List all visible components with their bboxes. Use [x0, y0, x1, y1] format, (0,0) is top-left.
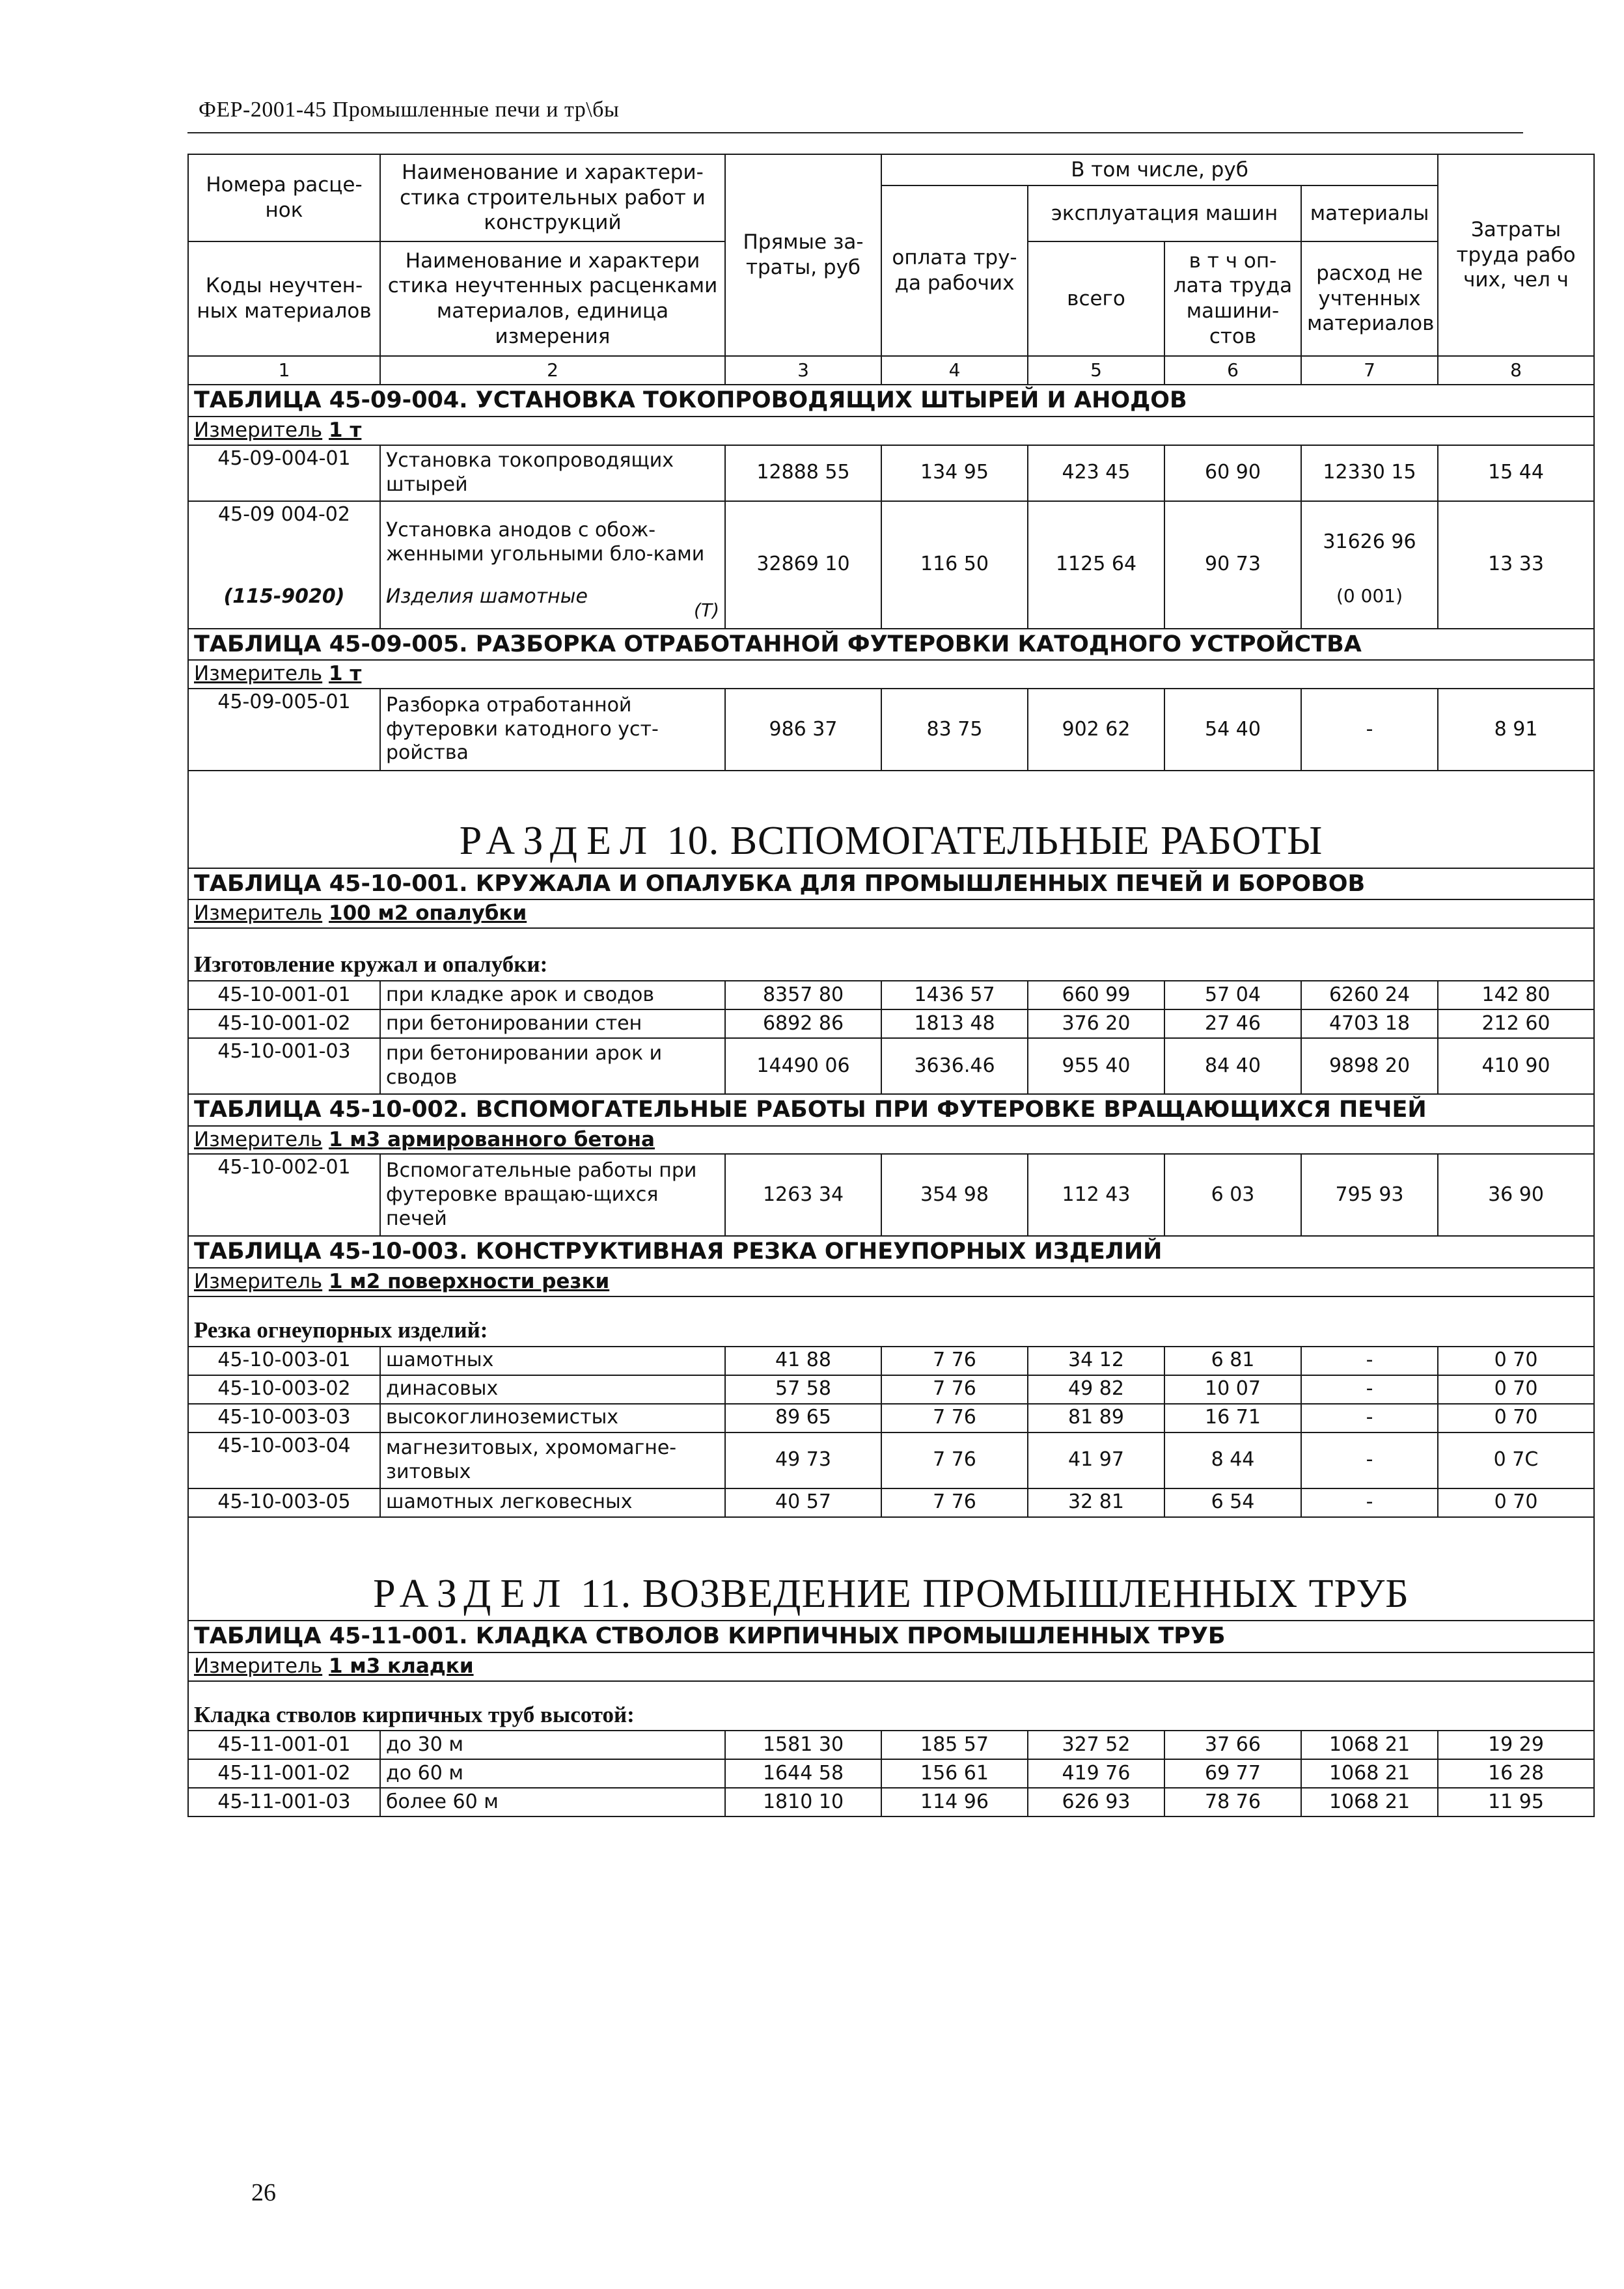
materials: -	[1301, 1404, 1438, 1432]
labor-costs: 142 80	[1438, 981, 1594, 1009]
table-title: ТАБЛИЦА 45-10-003. КОНСТРУКТИВНАЯ РЕЗКА ОГНЕУПОРНЫХ ИЗДЕЛИЙ	[188, 1236, 1594, 1268]
rate-code: 45-10-001-02	[188, 1009, 380, 1038]
labor-costs: 16 28	[1438, 1759, 1594, 1788]
meter-row	[188, 417, 1594, 445]
materials: 795 93	[1301, 1154, 1438, 1236]
worker-pay: 1436 57	[881, 981, 1028, 1009]
subheading: Изготовление кружал и опалубки:	[188, 928, 1594, 981]
rate-code: 45-10-003-05	[188, 1488, 380, 1517]
machines-total: 902 62	[1028, 689, 1164, 771]
direct-costs: 89 65	[725, 1404, 881, 1432]
table-title: ТАБЛИЦА 45-10-002. ВСПОМОГАТЕЛЬНЫЕ РАБОТЫ ПРИ ФУТЕРОВКЕ ВРАЩАЮЩИХСЯ ПЕЧЕЙ	[188, 1094, 1594, 1126]
subheading-row	[188, 1296, 1594, 1347]
materials: -	[1301, 1347, 1438, 1375]
worker-pay: 116 50	[881, 501, 1028, 629]
rate-code: 45-10-003-04	[188, 1432, 380, 1488]
material-unit: (Т)	[694, 599, 719, 621]
header-material-consumption: расход не учтенных материалов	[1301, 241, 1438, 356]
work-name: при бетонировании стен	[380, 1009, 725, 1038]
materials: 1068 21	[1301, 1731, 1438, 1759]
column-number: 1	[188, 356, 380, 385]
meter-label: Измеритель	[194, 901, 323, 925]
machines-total: 1125 64	[1028, 501, 1164, 629]
labor-costs: 36 90	[1438, 1154, 1594, 1236]
meter-row	[188, 1126, 1594, 1155]
materials: -	[1301, 1375, 1438, 1404]
subheading-row	[188, 1681, 1594, 1731]
meter-value: 1 т	[329, 418, 362, 442]
worker-pay: 114 96	[881, 1788, 1028, 1816]
column-number: 7	[1301, 356, 1438, 385]
table-title-row	[188, 1094, 1594, 1126]
machines-total: 327 52	[1028, 1731, 1164, 1759]
labor-costs: 0 70	[1438, 1375, 1594, 1404]
table-row	[188, 1404, 1594, 1432]
work-name: Установка токопроводящих штырей	[380, 445, 725, 501]
materials: -	[1301, 1488, 1438, 1517]
machines-total: 955 40	[1028, 1038, 1164, 1094]
rate-code: 45-09-004-01	[188, 445, 380, 501]
direct-costs: 6892 86	[725, 1009, 881, 1038]
meter-value: 100 м2 опалубки	[329, 901, 527, 925]
work-name: до 60 м	[380, 1759, 725, 1788]
machinist-pay: 10 07	[1164, 1375, 1301, 1404]
machinist-pay: 84 40	[1164, 1038, 1301, 1094]
worker-pay: 1813 48	[881, 1009, 1028, 1038]
meter-value: 1 м3 армированного бетона	[329, 1127, 655, 1151]
rate-code: 45-11-001-01	[188, 1731, 380, 1759]
table-row	[188, 1154, 1594, 1236]
column-number: 3	[725, 356, 881, 385]
direct-costs: 1644 58	[725, 1759, 881, 1788]
table-row	[188, 1009, 1594, 1038]
direct-costs: 41 88	[725, 1347, 881, 1375]
header-worker-pay: оплата тру-да рабочих	[881, 185, 1028, 356]
direct-costs: 49 73	[725, 1432, 881, 1488]
rate-code: 45-09-005-01	[188, 689, 380, 771]
meter-value: 1 м2 поверхности резки	[329, 1270, 610, 1293]
table-row	[188, 1375, 1594, 1404]
subheading-row	[188, 928, 1594, 981]
rate-code: 45-10-003-01	[188, 1347, 380, 1375]
meter-label: Измеритель	[194, 418, 323, 442]
meter-label: Измеритель	[194, 662, 323, 686]
machinist-pay: 54 40	[1164, 689, 1301, 771]
machines-total: 49 82	[1028, 1375, 1164, 1404]
column-numbers-row	[188, 356, 1594, 385]
direct-costs: 12888 55	[725, 445, 881, 501]
materials: -	[1301, 689, 1438, 771]
machinist-pay: 69 77	[1164, 1759, 1301, 1788]
worker-pay: 3636.46	[881, 1038, 1028, 1094]
labor-costs: 8 91	[1438, 689, 1594, 771]
worker-pay: 7 76	[881, 1404, 1028, 1432]
column-number: 5	[1028, 356, 1164, 385]
machinist-pay: 6 54	[1164, 1488, 1301, 1517]
direct-costs: 8357 80	[725, 981, 881, 1009]
machines-total: 32 81	[1028, 1488, 1164, 1517]
table-row	[188, 1347, 1594, 1375]
material-name: Изделия шамотные	[386, 584, 588, 608]
materials: 31626 96	[1301, 501, 1438, 584]
table-row	[188, 689, 1594, 771]
header-material-name: Наименование и характери стика неучтенных расценками материалов, единица измерения	[380, 241, 725, 356]
header-materials: материалы	[1301, 185, 1438, 241]
worker-pay: 134 95	[881, 445, 1028, 501]
machines-total: 81 89	[1028, 1404, 1164, 1432]
worker-pay: 354 98	[881, 1154, 1028, 1236]
table-row	[188, 1788, 1594, 1816]
machinist-pay: 6 03	[1164, 1154, 1301, 1236]
labor-costs: 410 90	[1438, 1038, 1594, 1094]
header-including: В том числе, руб	[881, 154, 1438, 185]
page-number: 26	[251, 2179, 276, 2206]
worker-pay: 156 61	[881, 1759, 1028, 1788]
section-title: 11. ВОЗВЕДЕНИЕ ПРОМЫШЛЕННЫХ ТРУБ	[581, 1571, 1409, 1616]
rate-code: 45-09 004-02	[188, 501, 380, 584]
labor-costs: 0 7C	[1438, 1432, 1594, 1488]
labor-costs: 19 29	[1438, 1731, 1594, 1759]
header-work-name: Наименование и характери-стика строительных работ и конструкций	[380, 154, 725, 241]
header-material-codes: Коды неучтен-ных материалов	[188, 241, 380, 356]
column-number: 2	[380, 356, 725, 385]
header-row-1	[188, 154, 1594, 185]
machines-total: 626 93	[1028, 1788, 1164, 1816]
machinist-pay: 37 66	[1164, 1731, 1301, 1759]
column-number: 4	[881, 356, 1028, 385]
work-name: шамотных легковесных	[380, 1488, 725, 1517]
header-direct-costs: Прямые за-траты, руб	[725, 154, 881, 356]
rate-code: 45-11-001-03	[188, 1788, 380, 1816]
section-word: РАЗДЕЛ	[459, 819, 657, 863]
table-title-row	[188, 385, 1594, 417]
meter-value: 1 т	[329, 662, 362, 686]
materials: 6260 24	[1301, 981, 1438, 1009]
work-name: магнезитовых, хромомагне-зитовых	[380, 1432, 725, 1488]
rate-code: 45-10-003-02	[188, 1375, 380, 1404]
machines-total: 34 12	[1028, 1347, 1164, 1375]
machinist-pay: 16 71	[1164, 1404, 1301, 1432]
materials: -	[1301, 1432, 1438, 1488]
work-name: при кладке арок и сводов	[380, 981, 725, 1009]
table-title: ТАБЛИЦА 45-09-004. УСТАНОВКА ТОКОПРОВОДЯЩИХ ШТЫРЕЙ И АНОДОВ	[188, 385, 1594, 417]
work-name: более 60 м	[380, 1788, 725, 1816]
materials: 1068 21	[1301, 1788, 1438, 1816]
direct-costs: 1810 10	[725, 1788, 881, 1816]
direct-costs: 57 58	[725, 1375, 881, 1404]
meter-row	[188, 660, 1594, 689]
meter-row	[188, 1268, 1594, 1296]
direct-costs: 32869 10	[725, 501, 881, 629]
header-rule	[187, 132, 1523, 133]
labor-costs: 212 60	[1438, 1009, 1594, 1038]
machinist-pay: 57 04	[1164, 981, 1301, 1009]
table-title-row	[188, 868, 1594, 900]
table-row	[188, 445, 1594, 501]
section-heading-row	[188, 771, 1594, 868]
table-title: ТАБЛИЦА 45-11-001. КЛАДКА СТВОЛОВ КИРПИЧНЫХ ПРОМЫШЛЕННЫХ ТРУБ	[188, 1621, 1594, 1652]
work-name: высокоглиноземистых	[380, 1404, 725, 1432]
header-machines: эксплуатация машин	[1028, 185, 1301, 241]
table-title: ТАБЛИЦА 45-10-001. КРУЖАЛА И ОПАЛУБКА ДЛЯ ПРОМЫШЛЕННЫХ ПЕЧЕЙ И БОРОВОВ	[188, 868, 1594, 900]
machinist-pay: 6 81	[1164, 1347, 1301, 1375]
meter-value: 1 м3 кладки	[329, 1654, 474, 1678]
machinist-pay: 90 73	[1164, 501, 1301, 629]
worker-pay: 7 76	[881, 1432, 1028, 1488]
direct-costs: 14490 06	[725, 1038, 881, 1094]
machinist-pay: 78 76	[1164, 1788, 1301, 1816]
machines-total: 660 99	[1028, 981, 1164, 1009]
direct-costs: 1263 34	[725, 1154, 881, 1236]
machines-total: 419 76	[1028, 1759, 1164, 1788]
direct-costs: 1581 30	[725, 1731, 881, 1759]
section-title: 10. ВСПОМОГАТЕЛЬНЫЕ РАБОТЫ	[667, 819, 1323, 863]
section-word: РАЗДЕЛ	[373, 1571, 570, 1616]
column-number: 8	[1438, 356, 1594, 385]
header-rate-numbers: Номера расце-нок	[188, 154, 380, 241]
labor-costs: 0 70	[1438, 1347, 1594, 1375]
materials: 12330 15	[1301, 445, 1438, 501]
worker-pay: 7 76	[881, 1375, 1028, 1404]
rate-code: 45-11-001-02	[188, 1759, 380, 1788]
machinist-pay: 60 90	[1164, 445, 1301, 501]
materials: 9898 20	[1301, 1038, 1438, 1094]
materials: 4703 18	[1301, 1009, 1438, 1038]
table-row	[188, 1038, 1594, 1094]
subheading: Резка огнеупорных изделий:	[188, 1296, 1594, 1347]
work-name: до 30 м	[380, 1731, 725, 1759]
table-title-row	[188, 1621, 1594, 1652]
header-labor-costs: Затраты труда рабо чих, чел ч	[1438, 154, 1594, 356]
column-number: 6	[1164, 356, 1301, 385]
labor-costs: 11 95	[1438, 1788, 1594, 1816]
table-row	[188, 1432, 1594, 1488]
header-machines-total: всего	[1028, 241, 1164, 356]
labor-costs: 0 70	[1438, 1488, 1594, 1517]
work-name: Вспомогательные работы при футеровке вращаю-щихся печей	[380, 1154, 725, 1236]
work-name: Установка анодов с обож-женными угольными бло-ками	[380, 501, 725, 584]
rate-code: 45-10-001-01	[188, 981, 380, 1009]
labor-costs: 13 33	[1438, 501, 1594, 629]
meter-label: Измеритель	[194, 1127, 323, 1151]
work-name: при бетонировании арок и сводов	[380, 1038, 725, 1094]
table-row	[188, 981, 1594, 1009]
table-title-row	[188, 1236, 1594, 1268]
table-row	[188, 1731, 1594, 1759]
subheading: Кладка стволов кирпичных труб высотой:	[188, 1681, 1594, 1731]
table-row	[188, 1759, 1594, 1788]
material-code: (115-9020)	[188, 584, 380, 629]
table-title-row	[188, 629, 1594, 661]
running-head: ФЕР-2001-45 Промышленные печи и тр\бы	[199, 98, 620, 122]
work-name: шамотных	[380, 1347, 725, 1375]
worker-pay: 83 75	[881, 689, 1028, 771]
table-row	[188, 501, 1594, 584]
labor-costs: 0 70	[1438, 1404, 1594, 1432]
rates-table	[187, 154, 1595, 1817]
work-name: динасовых	[380, 1375, 725, 1404]
header-machinist-pay: в т ч оп-лата труда машини-стов	[1164, 241, 1301, 356]
rate-code: 45-10-001-03	[188, 1038, 380, 1094]
machines-total: 376 20	[1028, 1009, 1164, 1038]
material-consumption: (0 001)	[1301, 584, 1438, 629]
meter-label: Измеритель	[194, 1654, 323, 1678]
machinist-pay: 8 44	[1164, 1432, 1301, 1488]
work-name: Разборка отработанной футеровки катодного уст-ройства	[380, 689, 725, 771]
materials: 1068 21	[1301, 1759, 1438, 1788]
worker-pay: 7 76	[881, 1347, 1028, 1375]
worker-pay: 7 76	[881, 1488, 1028, 1517]
table-title: ТАБЛИЦА 45-09-005. РАЗБОРКА ОТРАБОТАННОЙ ФУТЕРОВКИ КАТОДНОГО УСТРОЙСТВА	[188, 629, 1594, 661]
worker-pay: 185 57	[881, 1731, 1028, 1759]
direct-costs: 40 57	[725, 1488, 881, 1517]
rate-code: 45-10-002-01	[188, 1154, 380, 1236]
meter-row	[188, 1652, 1594, 1681]
machines-total: 423 45	[1028, 445, 1164, 501]
labor-costs: 15 44	[1438, 445, 1594, 501]
rate-code: 45-10-003-03	[188, 1404, 380, 1432]
machines-total: 112 43	[1028, 1154, 1164, 1236]
meter-row	[188, 899, 1594, 928]
machines-total: 41 97	[1028, 1432, 1164, 1488]
meter-label: Измеритель	[194, 1270, 323, 1293]
direct-costs: 986 37	[725, 689, 881, 771]
table-row	[188, 1488, 1594, 1517]
machinist-pay: 27 46	[1164, 1009, 1301, 1038]
section-heading-row	[188, 1517, 1594, 1621]
